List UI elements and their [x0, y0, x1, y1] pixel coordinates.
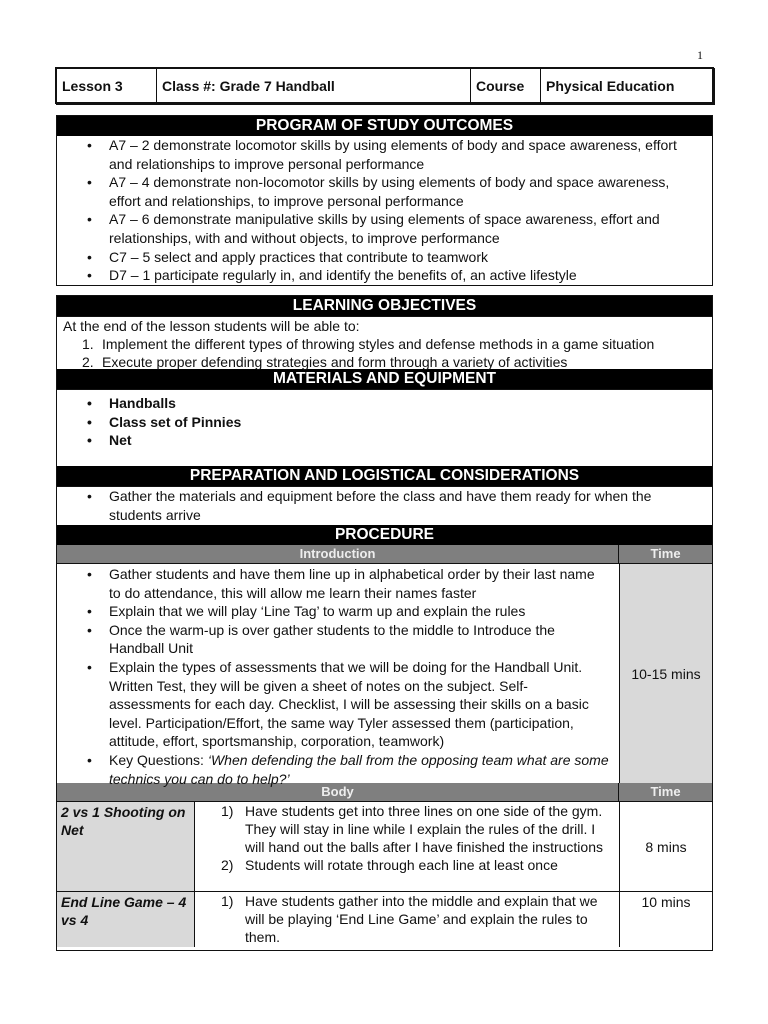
activity-steps	[221, 802, 609, 874]
program-outcomes-section	[56, 115, 713, 286]
lesson-cell: Lesson 3	[57, 69, 157, 102]
step-number: 1)	[221, 893, 234, 909]
introduction-label: Introduction	[57, 545, 619, 563]
objective-item	[82, 353, 712, 371]
course-label-cell: Course	[471, 69, 541, 102]
program-outcomes-title: PROGRAM OF STUDY OUTCOMES	[57, 116, 712, 136]
introduction-item: • Explain the types of assessments that we will be doing for the Handball Unit. Written Test, they will be given a sheet of notes on the subject. Self-assessments for each day. Checklist, I will be assessing their skills on a basic level. Participation/Effort, the same way Tyler assessed them (participation, attitude, effort, sportsmanship, corporation, teamwork)	[109, 658, 609, 751]
material-item: • Class set of Pinnies	[109, 413, 712, 432]
objective-number: 2.	[82, 354, 94, 370]
activity-name: 2 vs 1 Shooting on Net	[57, 802, 195, 891]
objective-text: Execute proper defending strategies and form through a variety of activities	[102, 354, 568, 370]
objectives-intro: At the end of the lesson students will be able to:	[63, 318, 360, 334]
activity-step	[221, 892, 609, 946]
preparation-list	[57, 487, 712, 524]
activity-step	[221, 856, 609, 874]
key-questions-item	[109, 751, 609, 788]
materials-title: MATERIALS AND EQUIPMENT	[57, 369, 712, 389]
outcome-item: • A7 – 2 demonstrate locomotor skills by using elements of body and space awareness, effort and relationships to improve personal performance	[109, 136, 702, 173]
material-item: • Handballs	[109, 394, 712, 413]
key-questions-label: Key Questions:	[109, 751, 208, 768]
activity-name: End Line Game – 4 vs 4	[57, 892, 195, 947]
materials-list	[57, 394, 712, 450]
outcome-item: • A7 – 4 demonstrate non-locomotor skills by using elements of body and space awareness, effort and relationships, to improve personal performance	[109, 173, 702, 210]
class-cell: Class #: Grade 7 Handball	[157, 69, 471, 102]
course-value-cell: Physical Education	[546, 77, 675, 94]
lesson-header-table	[55, 67, 714, 104]
step-text: Have students gather into the middle and explain that we will be playing ‘End Line Game’ and explain the rules to them.	[245, 893, 598, 945]
step-text: Have students get into three lines on one side of the gym. They will stay in line while I explain the rules of the drill. I will hand out the balls after I have finished the instructions	[245, 803, 603, 855]
preparation-item: • Gather the materials and equipment before the class and have them ready for when the students arrive	[109, 487, 702, 524]
body-time-label: Time	[650, 784, 681, 799]
introduction-item: • Gather students and have them line up in alphabetical order by their last name to do attendance, this will allow me learn their names faster	[109, 565, 609, 602]
objectives-list	[57, 335, 712, 371]
introduction-item: • Once the warm-up is over gather students to the middle to Introduce the Handball Unit	[109, 621, 609, 658]
introduction-row	[57, 563, 712, 787]
activity-step	[221, 802, 609, 856]
preparation-title: PREPARATION AND LOGISTICAL CONSIDERATIONS	[57, 466, 712, 486]
lesson-plan-section	[56, 295, 713, 951]
key-questions-text: ‘When defending the ball from the opposing team what are some technics you can do to help?’	[109, 751, 609, 787]
learning-objectives-title: LEARNING OBJECTIVES	[57, 296, 712, 316]
activity-time: 8 mins	[619, 802, 712, 891]
outcome-item: • C7 – 5 select and apply practices that contribute to teamwork	[109, 248, 702, 267]
material-item: • Net	[109, 431, 712, 450]
outcome-item: • A7 – 6 demonstrate manipulative skills by using elements of space awareness, effort and relationships, with and without objects, to improve performance	[109, 210, 702, 247]
outcome-item: • D7 – 1 participate regularly in, and identify the benefits of, an active lifestyle	[109, 266, 702, 285]
activity-row	[57, 801, 712, 891]
introduction-header	[57, 545, 712, 563]
procedure-title: PROCEDURE	[57, 525, 712, 545]
introduction-time-label: Time	[650, 546, 681, 561]
objective-item	[82, 335, 712, 353]
step-number: 1)	[221, 803, 234, 819]
outcomes-list	[57, 136, 712, 285]
activity-time: 10 mins	[619, 892, 712, 947]
activity-row	[57, 891, 712, 947]
objective-number: 1.	[82, 336, 94, 352]
introduction-item: • Explain that we will play ‘Line Tag’ to warm up and explain the rules	[109, 602, 609, 621]
introduction-time: 10-15 mins	[619, 564, 712, 783]
introduction-list	[57, 565, 609, 788]
body-label: Body	[57, 783, 619, 801]
objective-text: Implement the different types of throwing styles and defense methods in a game situation	[102, 336, 655, 352]
activity-steps	[221, 892, 609, 946]
step-number: 2)	[221, 857, 234, 873]
page-number: 1	[697, 48, 703, 62]
step-text: Students will rotate through each line at least once	[245, 857, 558, 873]
